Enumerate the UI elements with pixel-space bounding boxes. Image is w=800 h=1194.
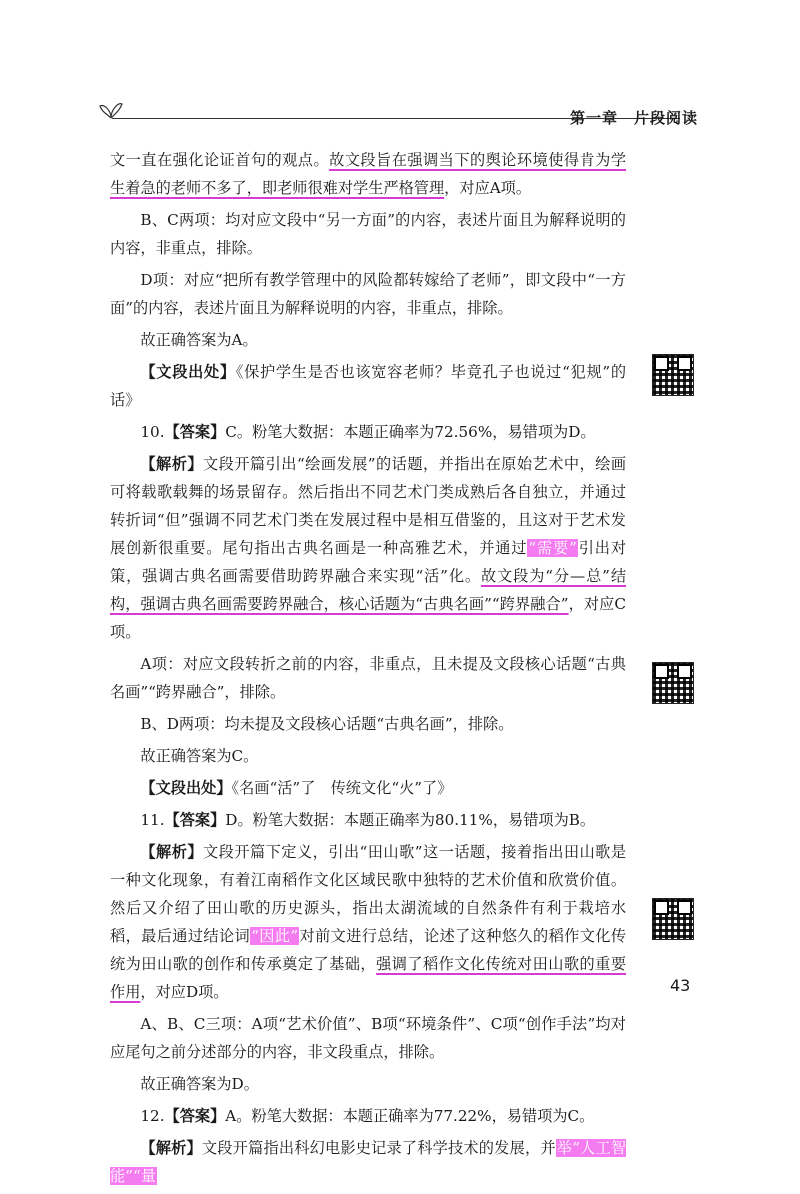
paragraph: 故正确答案为C。 <box>140 747 259 765</box>
source-line: 【文段出处】《保护学生是否也该宽容老师？毕竟孔子也说过“犯规”的话》 <box>110 363 627 409</box>
underlined-conclusion: 故文段为“分—总”结构，强调古典名画需要跨界融合，核心话题为“古典名画”“跨界融合” <box>110 567 627 613</box>
qr-code-icon[interactable] <box>652 662 694 704</box>
underlined-conclusion: 强调了稻作文化传统对田山歌的重要作用 <box>110 955 627 1001</box>
highlight-keyword: “因此” <box>251 927 299 945</box>
analysis-10: 【解析】文段开篇引出“绘画发展”的话题，并指出在原始艺术中，绘画可将载歌载舞的场景留存。然后指出不同艺术门类成熟后各自独立，并通过转折词“但”强调不同艺术门类在发展过程中是相互借鉴的，且这对于艺术发展创新很重要。尾句指出古典名画是一种高雅艺术，并通过“需要”引出对策，强调古典名画需要借助跨界融合来实现“活”化。故文段为“分—总”结构，强调古典名画需要跨界融合，核心话题为“古典名画”“跨界融合”，对应C项。 <box>110 455 627 641</box>
paragraph: 故正确答案为A。 <box>140 331 258 349</box>
qr-code-icon[interactable] <box>652 898 694 940</box>
paragraph: B、C两项：均对应文段中“另一方面”的内容，表述片面且为解释说明的内容，非重点，排除。 <box>110 211 626 257</box>
chapter-header: 第一章 片段阅读 <box>569 109 698 127</box>
page-content <box>110 146 626 1194</box>
qr-code-icon[interactable] <box>652 354 694 396</box>
source-line: 【文段出处】《名画“活”了 传统文化“火”了》 <box>140 779 453 797</box>
answer-line-10: 10.【答案】C。粉笔大数据：本题正确率为72.56%，易错项为D。 <box>140 423 596 441</box>
underlined-conclusion: 故文段旨在强调当下的舆论环境使得肯为学生着急的老师不多了，即老师很难对学生严格管理 <box>110 151 627 197</box>
answer-line-12: 12.【答案】A。粉笔大数据：本题正确率为77.22%，易错项为C。 <box>140 1107 595 1125</box>
paragraph: D项：对应“把所有教学管理中的风险都转嫁给了老师”，即文段中“一方面”的内容，表述片面且为解释说明的内容，非重点，排除。 <box>110 271 626 317</box>
highlight-keyword: “需要” <box>528 539 577 557</box>
paragraph: B、D两项：均未提及文段核心话题“古典名画”，排除。 <box>140 715 514 733</box>
paragraph: 文一直在强化论证首句的观点。故文段旨在强调当下的舆论环境使得肯为学生着急的老师不多了，即老师很难对学生严格管理，对应A项。 <box>110 151 627 197</box>
analysis-12: 【解析】文段开篇指出科幻电影史记录了科学技术的发展，并举“人工智能”“量 <box>110 1139 627 1185</box>
paragraph: 故正确答案为D。 <box>140 1075 259 1093</box>
leaf-ornament-icon <box>98 98 124 120</box>
paragraph: A项：对应文段转折之前的内容，非重点，且未提及文段核心话题“古典名画”“跨界融合”，排除。 <box>110 655 626 701</box>
highlight-keyword: 举“人工智能”“量 <box>110 1139 627 1185</box>
paragraph: A、B、C三项：A项“艺术价值”、B项“环境条件”、C项“创作手法”均对应尾句之前分述部分的内容，非文段重点，排除。 <box>110 1015 626 1061</box>
page-number: 43 <box>670 976 691 995</box>
analysis-11: 【解析】文段开篇下定义，引出“田山歌”这一话题，接着指出田山歌是一种文化现象，有着江南稻作文化区域民歌中独特的艺术价值和欣赏价值。然后又介绍了田山歌的历史源头，指出太湖流域的自然条件有利于栽培水稻，最后通过结论词“因此”对前文进行总结，论述了这种悠久的稻作文化传统为田山歌的创作和传承奠定了基础，强调了稻作文化传统对田山歌的重要作用，对应D项。 <box>110 843 627 1001</box>
answer-line-11: 11.【答案】D。粉笔大数据：本题正确率为80.11%，易错项为B。 <box>140 811 596 829</box>
